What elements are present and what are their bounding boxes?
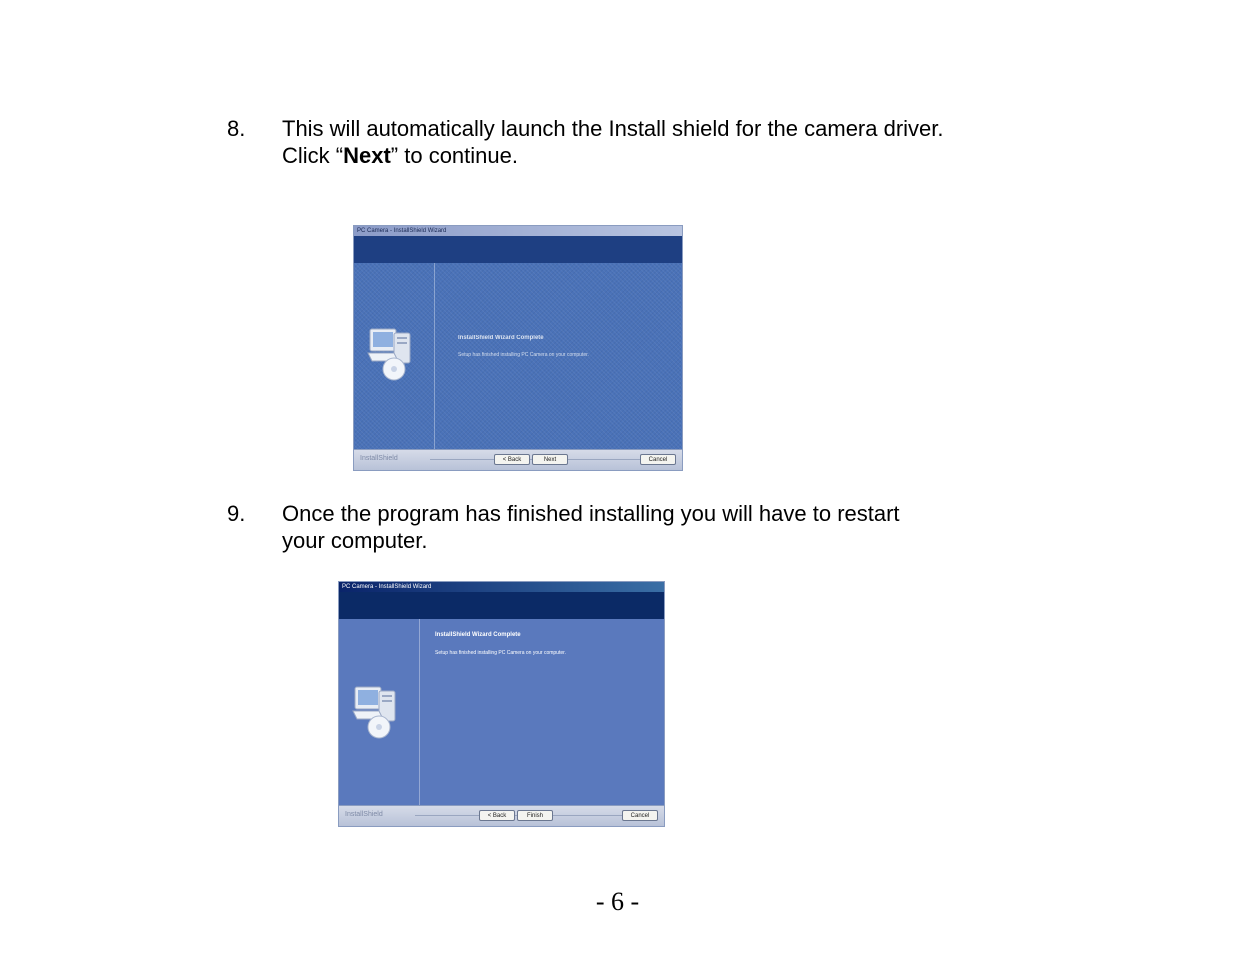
step-number: 9. — [227, 501, 246, 526]
step-line-2: your computer. — [282, 528, 428, 553]
wizard-message: Setup has finished installing PC Camera on your computer. — [435, 650, 566, 656]
finish-button[interactable]: Finish — [517, 810, 553, 821]
step-line-2 — [282, 142, 944, 169]
installshield-brand: InstallShield — [345, 811, 383, 818]
step-line-1: Once the program has finished installing you will have to restart — [282, 501, 900, 526]
step-line-1: This will automatically launch the Install shield for the camera driver. — [282, 116, 944, 141]
cancel-button[interactable]: Cancel — [622, 810, 658, 821]
installshield-brand: InstallShield — [360, 455, 398, 462]
wizard-heading: InstallShield Wizard Complete — [435, 632, 521, 638]
next-keyword: Next — [343, 143, 391, 168]
next-button[interactable]: Next — [532, 454, 568, 465]
installshield-screenshot-next — [353, 225, 683, 471]
window-title: PC Camera - InstallShield Wizard — [339, 582, 664, 592]
wizard-body — [339, 619, 664, 806]
wizard-header-band — [354, 236, 682, 263]
step-text — [282, 115, 944, 169]
step-text — [282, 500, 900, 554]
wizard-footer — [339, 805, 664, 826]
window-title: PC Camera - InstallShield Wizard — [354, 226, 682, 236]
step-number: 8. — [227, 116, 246, 141]
wizard-body — [354, 263, 682, 450]
wizard-header-band — [339, 592, 664, 619]
wizard-footer — [354, 449, 682, 470]
installshield-screenshot-finish — [338, 581, 665, 827]
back-button[interactable]: < Back — [494, 454, 530, 465]
wizard-message: Setup has finished installing PC Camera on your computer. — [458, 352, 589, 358]
page-number: - 6 - — [595, 887, 640, 916]
step-line-2-prefix: Click “ — [282, 143, 344, 168]
cancel-button[interactable]: Cancel — [640, 454, 676, 465]
computer-setup-icon — [349, 681, 409, 741]
step-line-2-suffix: ” to continue. — [390, 143, 518, 168]
computer-setup-icon — [364, 323, 424, 383]
wizard-heading: InstallShield Wizard Complete — [458, 335, 544, 341]
back-button[interactable]: < Back — [479, 810, 515, 821]
